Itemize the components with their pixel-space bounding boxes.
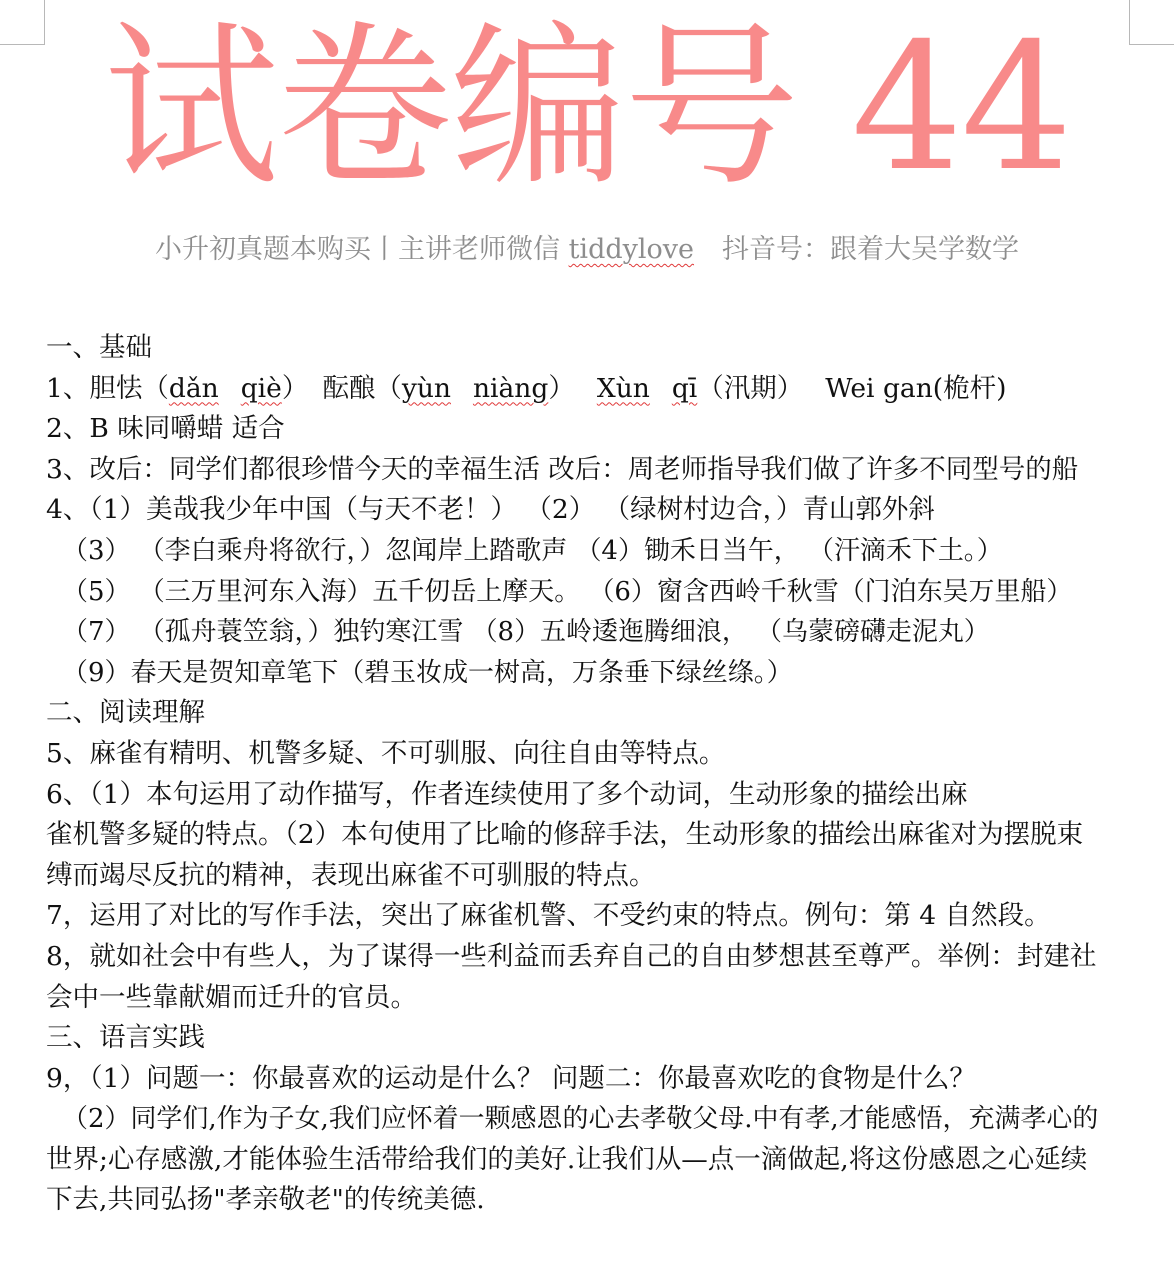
q1-text: ） xyxy=(548,372,575,404)
section-heading-practice: 三、语言实践 xyxy=(46,1022,205,1054)
q1-text: Wei gan(桅杆) xyxy=(825,372,1007,404)
answer-content xyxy=(46,328,1136,1221)
answer-q4-line2: （3） （李白乘舟将欲行，）忽闻岸上踏歌声 （4）锄禾日当午， （汗滴禾下土。） xyxy=(62,535,1003,566)
answer-q5: 5、麻雀有精明、机警多疑、不可驯服、向往自由等特点。 xyxy=(46,737,726,769)
answer-q7: 7，运用了对比的写作手法，突出了麻雀机警、不受约束的特点。例句：第 4 自然段。 xyxy=(46,900,1051,932)
subtitle-wechat-id: tiddylove xyxy=(568,234,695,265)
q1-text: ） xyxy=(281,372,309,404)
q1-text: （汛期） xyxy=(697,372,804,404)
answer-q9-line2: （2）同学们,作为子女,我们应怀着一颗感恩的心去孝敬父母.中有孝,才能感悟，充满孝心的 xyxy=(62,1104,1099,1135)
q1-pinyin: qiè xyxy=(240,372,282,404)
page-subtitle xyxy=(0,232,1174,268)
answer-q9-line3: 世界;心存感激,才能体验生活带给我们的美好.让我们从—点一滴做起,将这份感恩之心延续 xyxy=(46,1143,1088,1175)
q1-pinyin: niàng xyxy=(472,372,549,404)
answer-q9-line1: 9，（1）问题一：你最喜欢的运动是什么？ 问题二：你最喜欢吃的食物是什么？ xyxy=(46,1062,976,1094)
answer-q1 xyxy=(46,369,1136,410)
answer-q4-line5: （9）春天是贺知章笔下（碧玉妆成一树高，万条垂下绿丝绦。） xyxy=(62,657,793,688)
section-heading-reading: 二、阅读理解 xyxy=(46,697,205,729)
answer-q6-line3: 缚而竭尽反抗的精神，表现出麻雀不可驯服的特点。 xyxy=(46,859,656,891)
q1-pinyin: dǎn xyxy=(168,372,219,404)
answer-q6-line1: 6、（1）本句运用了动作描写，作者连续使用了多个动词，生动形象的描绘出麻 xyxy=(46,778,968,810)
answer-q8-line1: 8，就如社会中有些人，为了谋得一些利益而丢弃自己的自由梦想甚至尊严。举例：封建社 xyxy=(46,940,1097,972)
answer-q8-line2: 会中一些靠献媚而迁升的官员。 xyxy=(46,981,417,1013)
subtitle-douyin: 抖音号：跟着大吴学数学 xyxy=(722,234,1020,265)
q1-text: 酝酿（ xyxy=(322,372,402,404)
answer-q3: 3、改后：同学们都很珍惜今天的幸福生活 改后：周老师指导我们做了许多不同型号的船 xyxy=(46,453,1079,485)
page-title: 试卷编号 44 xyxy=(103,6,1071,210)
q1-pinyin: qī xyxy=(671,372,698,404)
section-heading-basics: 一、基础 xyxy=(46,332,152,363)
q1-text: 1、胆怯（ xyxy=(46,372,169,404)
answer-q4-line1: 4、（1）美哉我少年中国（与天不老！） （2） （绿树村边合，）青山郭外斜 xyxy=(46,494,935,526)
q1-pinyin: Xùn xyxy=(596,372,650,404)
answer-q2: 2、B 味同嚼蜡 适合 xyxy=(46,413,285,445)
answer-q9-line4: 下去,共同弘扬"孝亲敬老"的传统美德. xyxy=(46,1184,485,1216)
q1-pinyin: yùn xyxy=(401,372,451,404)
answer-q4-line3: （5） （三万里河东入海）五千仞岳上摩天。 （6）窗含西岭千秋雪（门泊东吴万里船） xyxy=(62,576,1073,607)
subtitle-text: 小升初真题本购买丨主讲老师微信 xyxy=(154,234,569,265)
answer-q6-line2: 雀机警多疑的特点。（2）本句使用了比喻的修辞手法，生动形象的描绘出麻雀对为摆脱束 xyxy=(46,819,1084,851)
answer-q4-line4: （7） （孤舟蓑笠翁，）独钓寒江雪 （8）五岭逶迤腾细浪， （乌蒙磅礴走泥丸） xyxy=(62,617,990,648)
